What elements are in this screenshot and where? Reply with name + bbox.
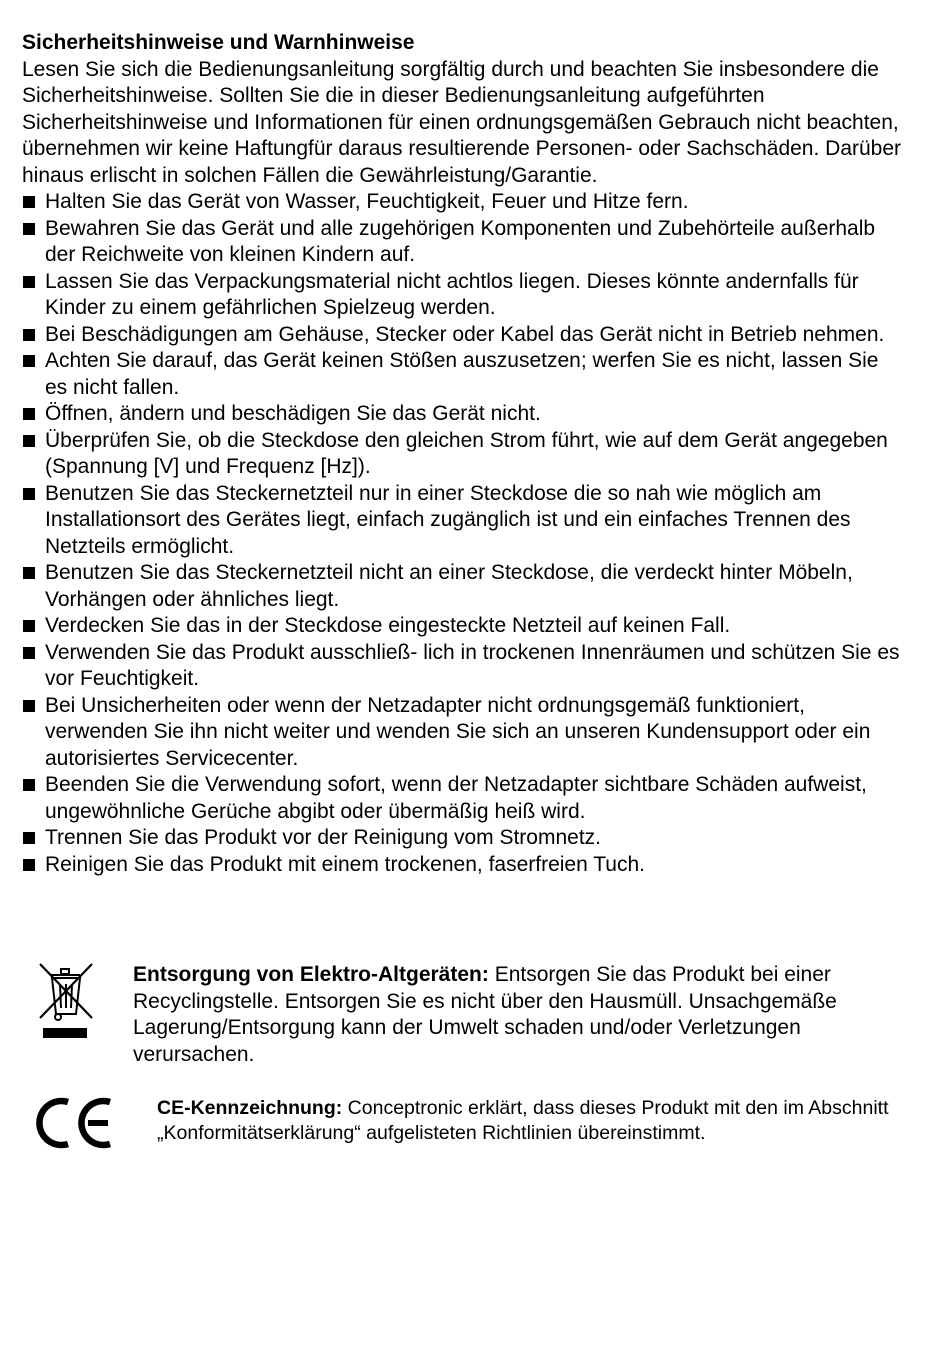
crossed-out-wheelie-bin-icon: [34, 960, 100, 1042]
list-item: [22, 825, 902, 852]
list-item: [22, 401, 902, 428]
weee-text: [133, 962, 893, 1068]
list-item-text: Bewahren Sie das Gerät und alle zugehörigen Komponenten und Zubehörteile außerhalb der Reichweite von kleinen Kindern auf.: [45, 216, 876, 266]
square-bullet-icon: [23, 620, 35, 632]
list-item: [22, 640, 902, 693]
square-bullet-icon: [23, 276, 35, 288]
safety-section: [22, 30, 902, 878]
list-item: [22, 216, 902, 269]
safety-list: [22, 189, 902, 878]
square-bullet-icon: [23, 832, 35, 844]
list-item-text: Verwenden Sie das Produkt ausschließ- lich in trockenen Innenräumen und schützen Sie es vor Feuchtigkeit.: [45, 640, 900, 690]
list-item-text: Lassen Sie das Verpackungsmaterial nicht achtlos liegen. Dieses könnte andernfalls für Kinder zu einem gefährlichen Spielzeug werden.: [45, 269, 859, 319]
intro-paragraph: Lesen Sie sich die Bedienungsanleitung sorgfältig durch und beachten Sie insbesondere die Sicherheitshinweise. Sollten Sie die in dieser Bedienungsanleitung aufgeführten Sicherheitshinweise und Informationen für einen ordnungsgemäßen Gebrauch nicht beachten, übernehmen wir keine Haftungfür daraus resultierende Personen- oder Sachschäden. Darüber hinaus erlischt in solchen Fällen die Gewährleistung/Garantie.: [22, 57, 902, 187]
weee-heading: Entsorgung von Elektro-Altgeräten:: [133, 963, 489, 986]
list-item: [22, 348, 902, 401]
square-bullet-icon: [23, 196, 35, 208]
list-item: [22, 852, 902, 879]
list-item-text: Beenden Sie die Verwendung sofort, wenn der Netzadapter sichtbare Schäden aufweist, ungewöhnliche Gerüche abgibt oder übermäßig heiß wird.: [45, 773, 867, 823]
list-item-text: Achten Sie darauf, das Gerät keinen Stößen auszusetzen; werfen Sie es nicht, lassen Sie es nicht fallen.: [45, 349, 879, 399]
list-item-text: Bei Beschädigungen am Gehäuse, Stecker oder Kabel das Gerät nicht in Betrieb nehmen.: [45, 322, 885, 346]
square-bullet-icon: [23, 223, 35, 235]
ce-heading: CE-Kennzeichnung:: [157, 1097, 343, 1119]
list-item-text: Benutzen Sie das Steckernetzteil nur in einer Steckdose die so nah wie möglich am Installationsort des Gerätes liegt, einfach zugänglich ist und ein einfaches Trennen des Netzteils ermöglicht.: [45, 481, 851, 558]
list-item: [22, 560, 902, 613]
list-item-text: Benutzen Sie das Steckernetzteil nicht an einer Steckdose, die verdeckt hinter Möbeln, Vorhängen oder ähnliches liegt.: [45, 561, 853, 611]
square-bullet-icon: [23, 647, 35, 659]
list-item: [22, 772, 902, 825]
list-item-text: Trennen Sie das Produkt vor der Reinigung vom Stromnetz.: [45, 826, 601, 849]
square-bullet-icon: [23, 567, 35, 579]
list-item: [22, 693, 902, 773]
list-item-text: Verdecken Sie das in der Steckdose eingesteckte Netzteil auf keinen Fall.: [45, 614, 731, 637]
square-bullet-icon: [23, 859, 35, 871]
square-bullet-icon: [23, 488, 35, 500]
square-bullet-icon: [23, 435, 35, 447]
weee-body: Entsorgen Sie das Produkt bei einer Recyclingstelle. Entsorgen Sie es nicht über den Hausmüll. Unsachgemäße Lagerung/Entsorgung kann der Umwelt schaden und/oder Verletzungen verursachen.: [133, 963, 837, 1066]
square-bullet-icon: [23, 408, 35, 420]
square-bullet-icon: [23, 779, 35, 791]
square-bullet-icon: [23, 329, 35, 341]
list-item: [22, 428, 902, 481]
list-item: [22, 322, 902, 349]
square-bullet-icon: [23, 700, 35, 712]
ce-body: Conceptronic erklärt, dass dieses Produkt mit den im Abschnitt „Konformitätserklärung“ aufgelisteten Richtlinien übereinstimmt.: [157, 1097, 889, 1144]
section-title: Sicherheitshinweise und Warnhinweise: [22, 31, 415, 54]
square-bullet-icon: [23, 355, 35, 367]
list-item-text: Halten Sie das Gerät von Wasser, Feuchtigkeit, Feuer und Hitze fern.: [45, 190, 689, 213]
list-item: [22, 269, 902, 322]
ce-mark-icon: [36, 1094, 116, 1152]
list-item-text: Überprüfen Sie, ob die Steckdose den gleichen Strom führt, wie auf dem Gerät angegeben (Spannung [V] und Frequenz [Hz]).: [45, 428, 888, 478]
ce-text: [157, 1096, 897, 1146]
list-item: [22, 481, 902, 561]
list-item-text: Bei Unsicherheiten oder wenn der Netzadapter nicht ordnungsgemäß funktioniert, verwenden Sie ihn nicht weiter und wenden Sie sich an unseren Kundensupport oder ein autorisiertes Servicecenter.: [45, 693, 871, 770]
list-item-text: Reinigen Sie das Produkt mit einem trockenen, faserfreien Tuch.: [45, 852, 645, 876]
list-item-text: Öffnen, ändern und beschädigen Sie das Gerät nicht.: [45, 402, 541, 425]
list-item: [22, 189, 902, 216]
list-item: [22, 613, 902, 640]
